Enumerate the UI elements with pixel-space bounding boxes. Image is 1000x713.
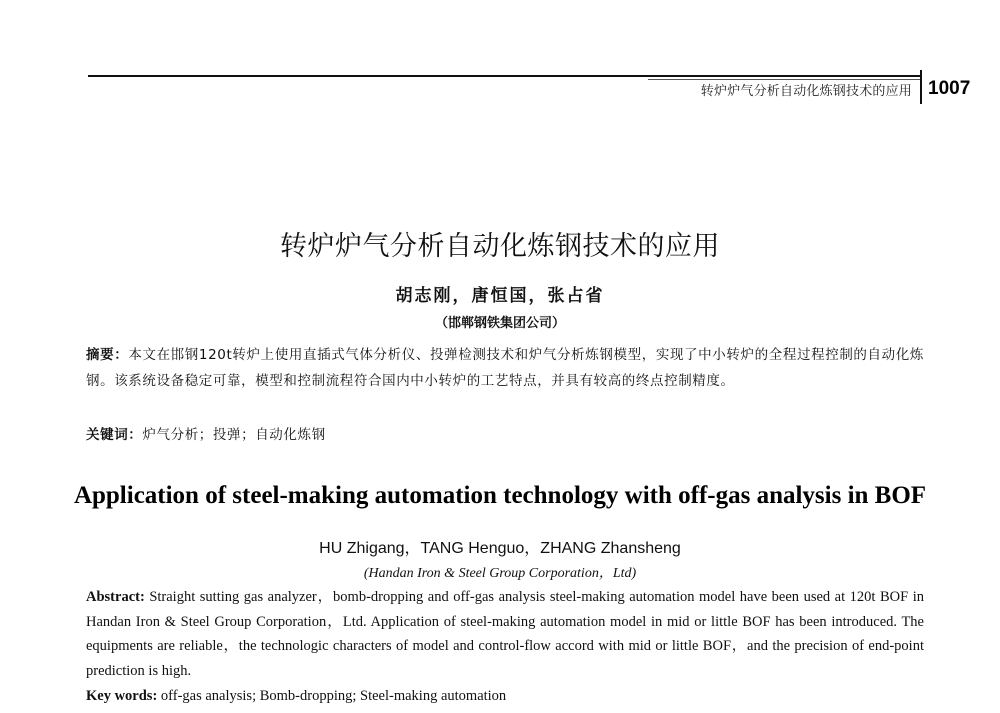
chinese-title: 转炉炉气分析自动化炼钢技术的应用 xyxy=(280,231,720,262)
chinese-abstract-text: 本文在邯钢120t转炉上使用直插式气体分析仪、投弹检测技术和炉气分析炼钢模型，实现了中小转炉的全程过程控制的自动化炼钢。该系统设备稳定可靠，模型和控制流程符合国内中小转炉的工艺特点，并具有较高的终点控制精度。 xyxy=(86,347,924,389)
chinese-affiliation: （邯郸钢铁集团公司） xyxy=(434,316,565,331)
english-keywords xyxy=(86,686,924,706)
chinese-abstract xyxy=(86,342,924,394)
header-divider xyxy=(920,70,922,104)
english-title: Application of steel-making automation technology with off-gas analysis in BOF xyxy=(73,482,927,509)
chinese-keywords-label: 关键词： xyxy=(86,427,143,443)
english-keywords-label: Key words: xyxy=(86,688,158,704)
chinese-keywords-text: 炉气分析；投弹；自动化炼钢 xyxy=(142,427,326,443)
english-abstract-label: Abstract: xyxy=(86,589,145,605)
chinese-authors: 胡志刚，唐恒国，张占省 xyxy=(395,286,605,306)
english-affiliation: (Handan Iron & Steel Group Corporation，Ltd) xyxy=(363,566,637,581)
chinese-abstract-label: 摘要： xyxy=(86,347,129,363)
english-keywords-text: off-gas analysis; Bomb-dropping; Steel-making automation xyxy=(157,688,507,704)
chinese-keywords xyxy=(86,424,924,446)
page-number: 1007 xyxy=(928,78,971,99)
header-rule xyxy=(88,75,920,77)
running-head: 转炉炉气分析自动化炼钢技术的应用 xyxy=(700,84,912,99)
english-abstract-text: Straight sutting gas analyzer，bomb-dropping and off-gas analysis steel-making automation model have been used at 120t BOF in Handan Iron & Steel Group Corporation，Ltd. Application of steel-making automation model in mid or little BOF has been introduced. The equipments are reliable，the technologic characters of model and control-flow accord with mid or little BOF，and the precision of end-point prediction is high. xyxy=(86,589,924,679)
english-abstract xyxy=(86,585,924,683)
english-authors: HU Zhigang，TANG Henguo，ZHANG Zhansheng xyxy=(319,540,681,557)
